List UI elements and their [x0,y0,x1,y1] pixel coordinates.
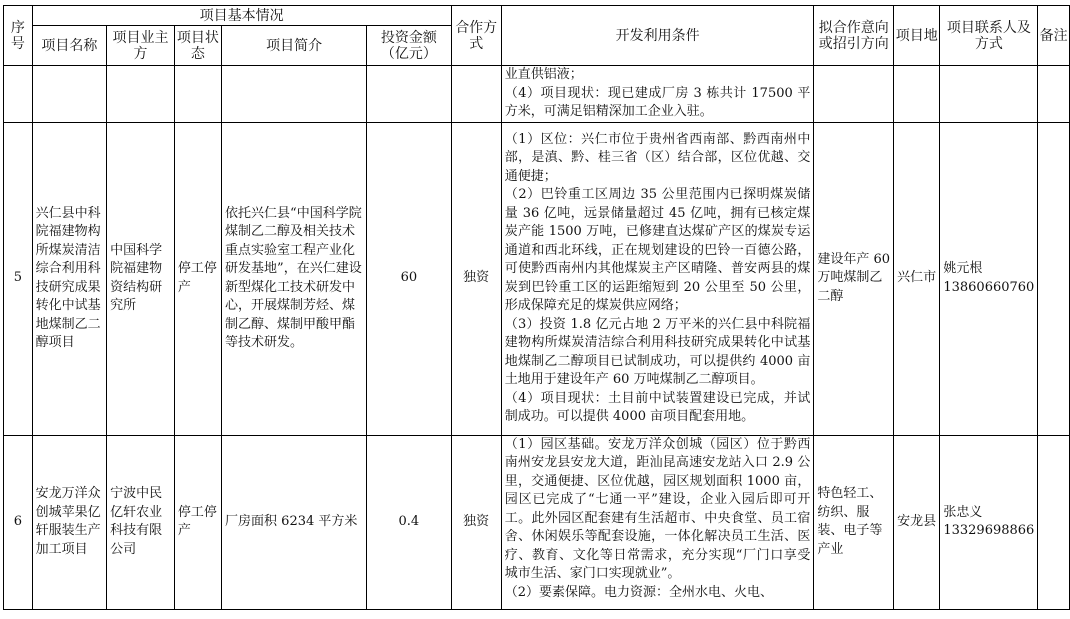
header-row-1 [4,6,1070,26]
coop-cell: 独资 [451,122,501,435]
status-cell: 停工停产 [174,122,221,435]
intro-cell: 厂房面积 6234 平方米 [222,435,367,609]
investment-cell: 0.4 [367,435,452,609]
conditions-cell [501,122,814,435]
direction-cell: 建设年产 60 万吨煤制乙二醇 [814,122,894,435]
direction-cell: 特色轻工、纺织、服装、电子等产业 [814,435,894,609]
header-conditions: 开发利用条件 [501,6,814,66]
notes-cell [1038,122,1070,435]
location-cell: 安龙县 [894,435,940,609]
header-owner: 项目业主方 [107,26,175,66]
seq-cell: 6 [4,435,33,609]
header-seq: 序号 [4,6,33,66]
condition-paragraph: （3）投资 1.8 亿元占地 2 万平米的兴仁县中科院福建物构所煤炭清洁综合利用科技研究成果转化中试基地煤制乙二醇项目已试制成功，可以提供约 4000 亩土地用于建设年产 60 万吨煤制乙二醇项目。 [504,316,811,387]
status-cell: 停工停产 [174,435,221,609]
coop-cell: 独资 [451,435,501,609]
header-direction: 拟合作意向或招引方向 [814,6,894,66]
location-cell: 兴仁市 [894,122,940,435]
conditions-cell [501,435,814,609]
header-intro: 项目简介 [222,26,367,66]
condition-paragraph: （4）项目现状：土目前中试装置建设已完成，并试制成功。可以提供 4000 亩项目配套用地。 [504,390,811,424]
header-contact: 项目联系人及方式 [940,6,1038,66]
project-name-cell: 兴仁县中科院福建物构所煤炭清洁综合利用科技研究成果转化中试基地煤制乙二醇项目 [32,122,106,435]
condition-paragraph: （4）项目现状：现已建成厂房 3 栋共计 17500 平方米，可满足铝精深加工企业入驻。 [504,85,811,119]
project-name-cell: 安龙万洋众创城苹果亿轩服装生产加工项目 [32,435,106,609]
condition-paragraph: （1）区位：兴仁市位于贵州省西南部、黔西南州中部，是滇、黔、桂三省（区）结合部，区位优越、交通便捷； [504,131,811,184]
header-name: 项目名称 [32,26,106,66]
header-investment: 投资金额（亿元） [367,26,452,66]
owner-cell: 中国科学院福建物资结构研究所 [107,122,175,435]
condition-paragraph: （1）园区基础。安龙万洋众创城（园区）位于黔西南州安龙县安龙大道，距汕昆高速安龙站入口 2.9 公里，交通便捷、区位优越，园区规划面积 1000 亩，园区已完成了“七通一平”建设，企业入园后即可开工。此外园区配套建有生活超市、中央食堂、员工宿舍、休闲娱乐等配套设施，一体化解决员工生活、医疗、教育、文化等日常需求，充分实现“厂门口享受城市生活、家门口实现就业”。 [504,436,811,581]
conditions-cell [501,66,814,123]
contact-cell: 姚元根 13860660760 [940,122,1038,435]
notes-cell [1038,435,1070,609]
condition-paragraph: （2）巴铃重工区周边 35 公里范围内已探明煤炭储量 36 亿吨，远景储量超过 45 亿吨，拥有已核定煤炭产能 1500 万吨，已修建直达煤矿产区的煤炭专运通道和西北环线，正在规划建设的巴铃一百德公路，可使黔西南州内其他煤炭主产区晴隆、普安两县的煤炭到巴铃重工区的运距缩短到 20 公里至 50 公里，形成保障充足的煤炭供应网络； [504,187,811,313]
investment-cell: 60 [367,122,452,435]
table-row [4,66,1070,123]
seq-cell: 5 [4,122,33,435]
contact-cell: 张忠义 13329698866 [940,435,1038,609]
condition-paragraph: （2）要素保障。电力资源：全州水电、火电、 [504,584,774,600]
intro-cell: 依托兴仁县“中国科学院煤制乙二醇及相关技术重点实验室工程产业化研发基地”，在兴仁建设新型煤化工技术研发中心，开展煤制芳烃、煤制乙醇、煤制甲酸甲酯等技术研发。 [222,122,367,435]
condition-paragraph: 业直供铝液； [504,67,583,82]
table-row [4,122,1070,435]
header-location: 项目地 [894,6,940,66]
header-notes: 备注 [1038,6,1070,66]
header-basic-group: 项目基本情况 [32,6,451,26]
header-coop: 合作方式 [451,6,501,66]
owner-cell: 宁波中民亿轩农业科技有限公司 [107,435,175,609]
header-status: 项目状态 [174,26,221,66]
project-table [3,5,1070,610]
table-row [4,435,1070,609]
